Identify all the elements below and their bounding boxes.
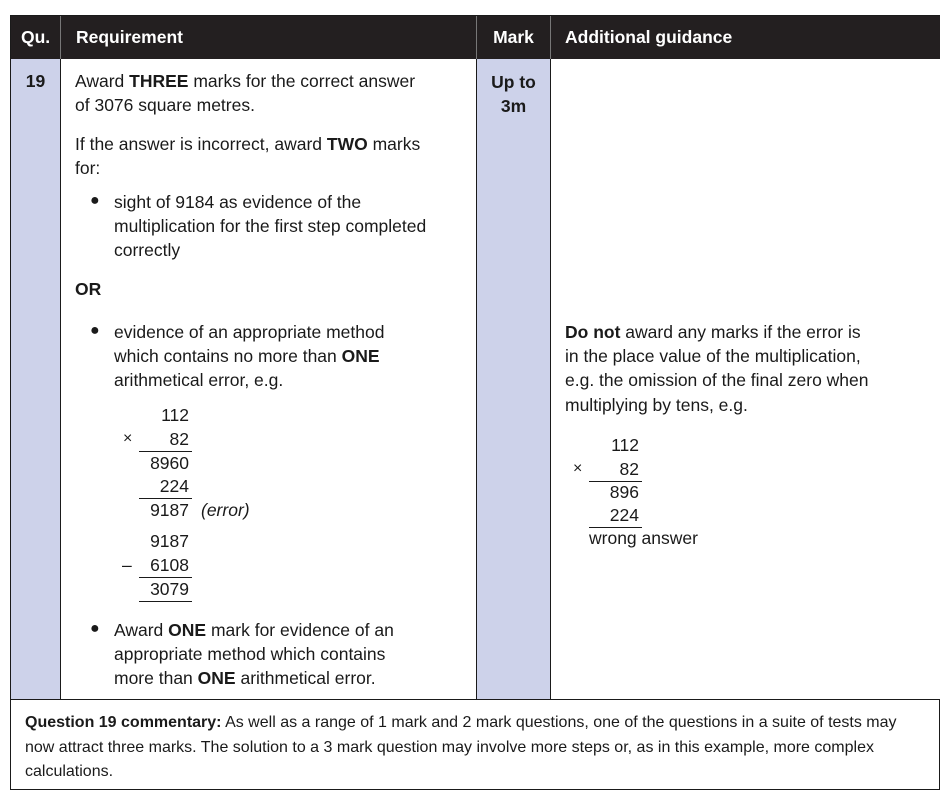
- commentary-label: Question 19 commentary:: [25, 714, 222, 731]
- calc1-r3: 8960: [150, 453, 189, 473]
- calc2-rule: [139, 601, 192, 602]
- calc2-r3: 3079: [150, 579, 189, 599]
- bullet-icon: ●: [90, 620, 100, 637]
- header-guidance: Additional guidance: [550, 16, 940, 59]
- emphasis-three: THREE: [129, 71, 189, 91]
- bullet1-line3: correctly: [114, 240, 181, 260]
- guid-calc-r4: 224: [609, 505, 639, 525]
- bullet1-line2: multiplication for the first step completed: [114, 216, 427, 236]
- header-requirement: Requirement: [60, 16, 476, 59]
- question-commentary: [11, 699, 939, 789]
- bullet3-line3: [114, 666, 376, 691]
- requirement-cell: [60, 59, 476, 699]
- text-run: more than: [114, 668, 198, 688]
- calc1-r1: 112: [161, 405, 189, 425]
- requirement-p2: [75, 132, 420, 157]
- calc2-r2: 6108: [150, 555, 189, 575]
- calc2-r1: 9187: [150, 531, 189, 551]
- text-run: Award: [114, 620, 169, 640]
- bullet-icon: ●: [90, 192, 100, 209]
- guidance-cell: [550, 59, 940, 699]
- minus-sign: –: [122, 555, 132, 575]
- calc1-r5: 9187: [150, 500, 189, 520]
- text-run: If the answer is incorrect, award: [75, 134, 327, 154]
- mark-line2: 3m: [500, 96, 527, 116]
- bullet2-line1: evidence of an appropriate method: [114, 322, 385, 342]
- mark-line1: Up to: [491, 72, 536, 92]
- text-run: arithmetical error.: [235, 668, 376, 688]
- multiply-sign: ×: [573, 460, 583, 477]
- bullet2-line3: arithmetical error, e.g.: [114, 370, 284, 390]
- guid-calc-r3: 896: [609, 482, 639, 502]
- bullet3-line1: [114, 618, 394, 643]
- guid-calc-r1: 112: [611, 435, 639, 455]
- emphasis-two: TWO: [326, 134, 368, 154]
- requirement-p2-line2: for:: [75, 158, 101, 178]
- guidance-line1: [565, 320, 861, 345]
- text-run: Award: [75, 71, 130, 91]
- question-number-cell: [11, 59, 60, 699]
- text-run: mark for evidence of an: [206, 620, 394, 640]
- calc1-r2: 82: [169, 429, 189, 449]
- guidance-line2: in the place value of the multiplication,: [565, 346, 861, 366]
- error-note: (error): [201, 500, 250, 520]
- commentary-text: As well as a range of 1 mark and 2 mark questions, one of the questions in a suite of tests may now attract three marks. The solution to a 3 mark question may involve more steps or, as in this example, more complex calculations.: [25, 714, 897, 780]
- calc1-r4: 224: [159, 476, 189, 496]
- text-run: award any marks if the error is: [620, 322, 861, 342]
- multiply-sign: ×: [123, 430, 133, 447]
- guid-calc-r2: 82: [619, 459, 639, 479]
- guidance-line3: e.g. the omission of the final zero when: [565, 370, 869, 390]
- or-label: OR: [75, 279, 102, 299]
- requirement-p1: [75, 69, 415, 94]
- bullet3-line2: appropriate method which contains: [114, 644, 386, 664]
- text-run: marks for the correct answer: [188, 71, 416, 91]
- emphasis-one: ONE: [168, 620, 207, 640]
- bullet1-line1: sight of 9184 as evidence of the: [114, 192, 362, 212]
- bullet-icon: ●: [90, 322, 100, 339]
- mark-cell: [476, 59, 550, 699]
- header-mark: Mark: [476, 16, 550, 59]
- requirement-p1-line2: of 3076 square metres.: [75, 95, 255, 115]
- text-run: marks: [367, 134, 421, 154]
- emphasis-one: ONE: [341, 346, 380, 366]
- mark-scheme-table: [10, 15, 940, 790]
- emphasis-one: ONE: [197, 668, 236, 688]
- text-run: which contains no more than: [114, 346, 342, 366]
- question-number: 19: [25, 71, 46, 91]
- emphasis-do-not: Do not: [565, 322, 621, 342]
- header-qu: Qu.: [11, 16, 60, 59]
- bullet2-line2: [114, 344, 380, 369]
- wrong-answer-label: wrong answer: [589, 528, 698, 548]
- guidance-line4: multiplying by tens, e.g.: [565, 395, 748, 415]
